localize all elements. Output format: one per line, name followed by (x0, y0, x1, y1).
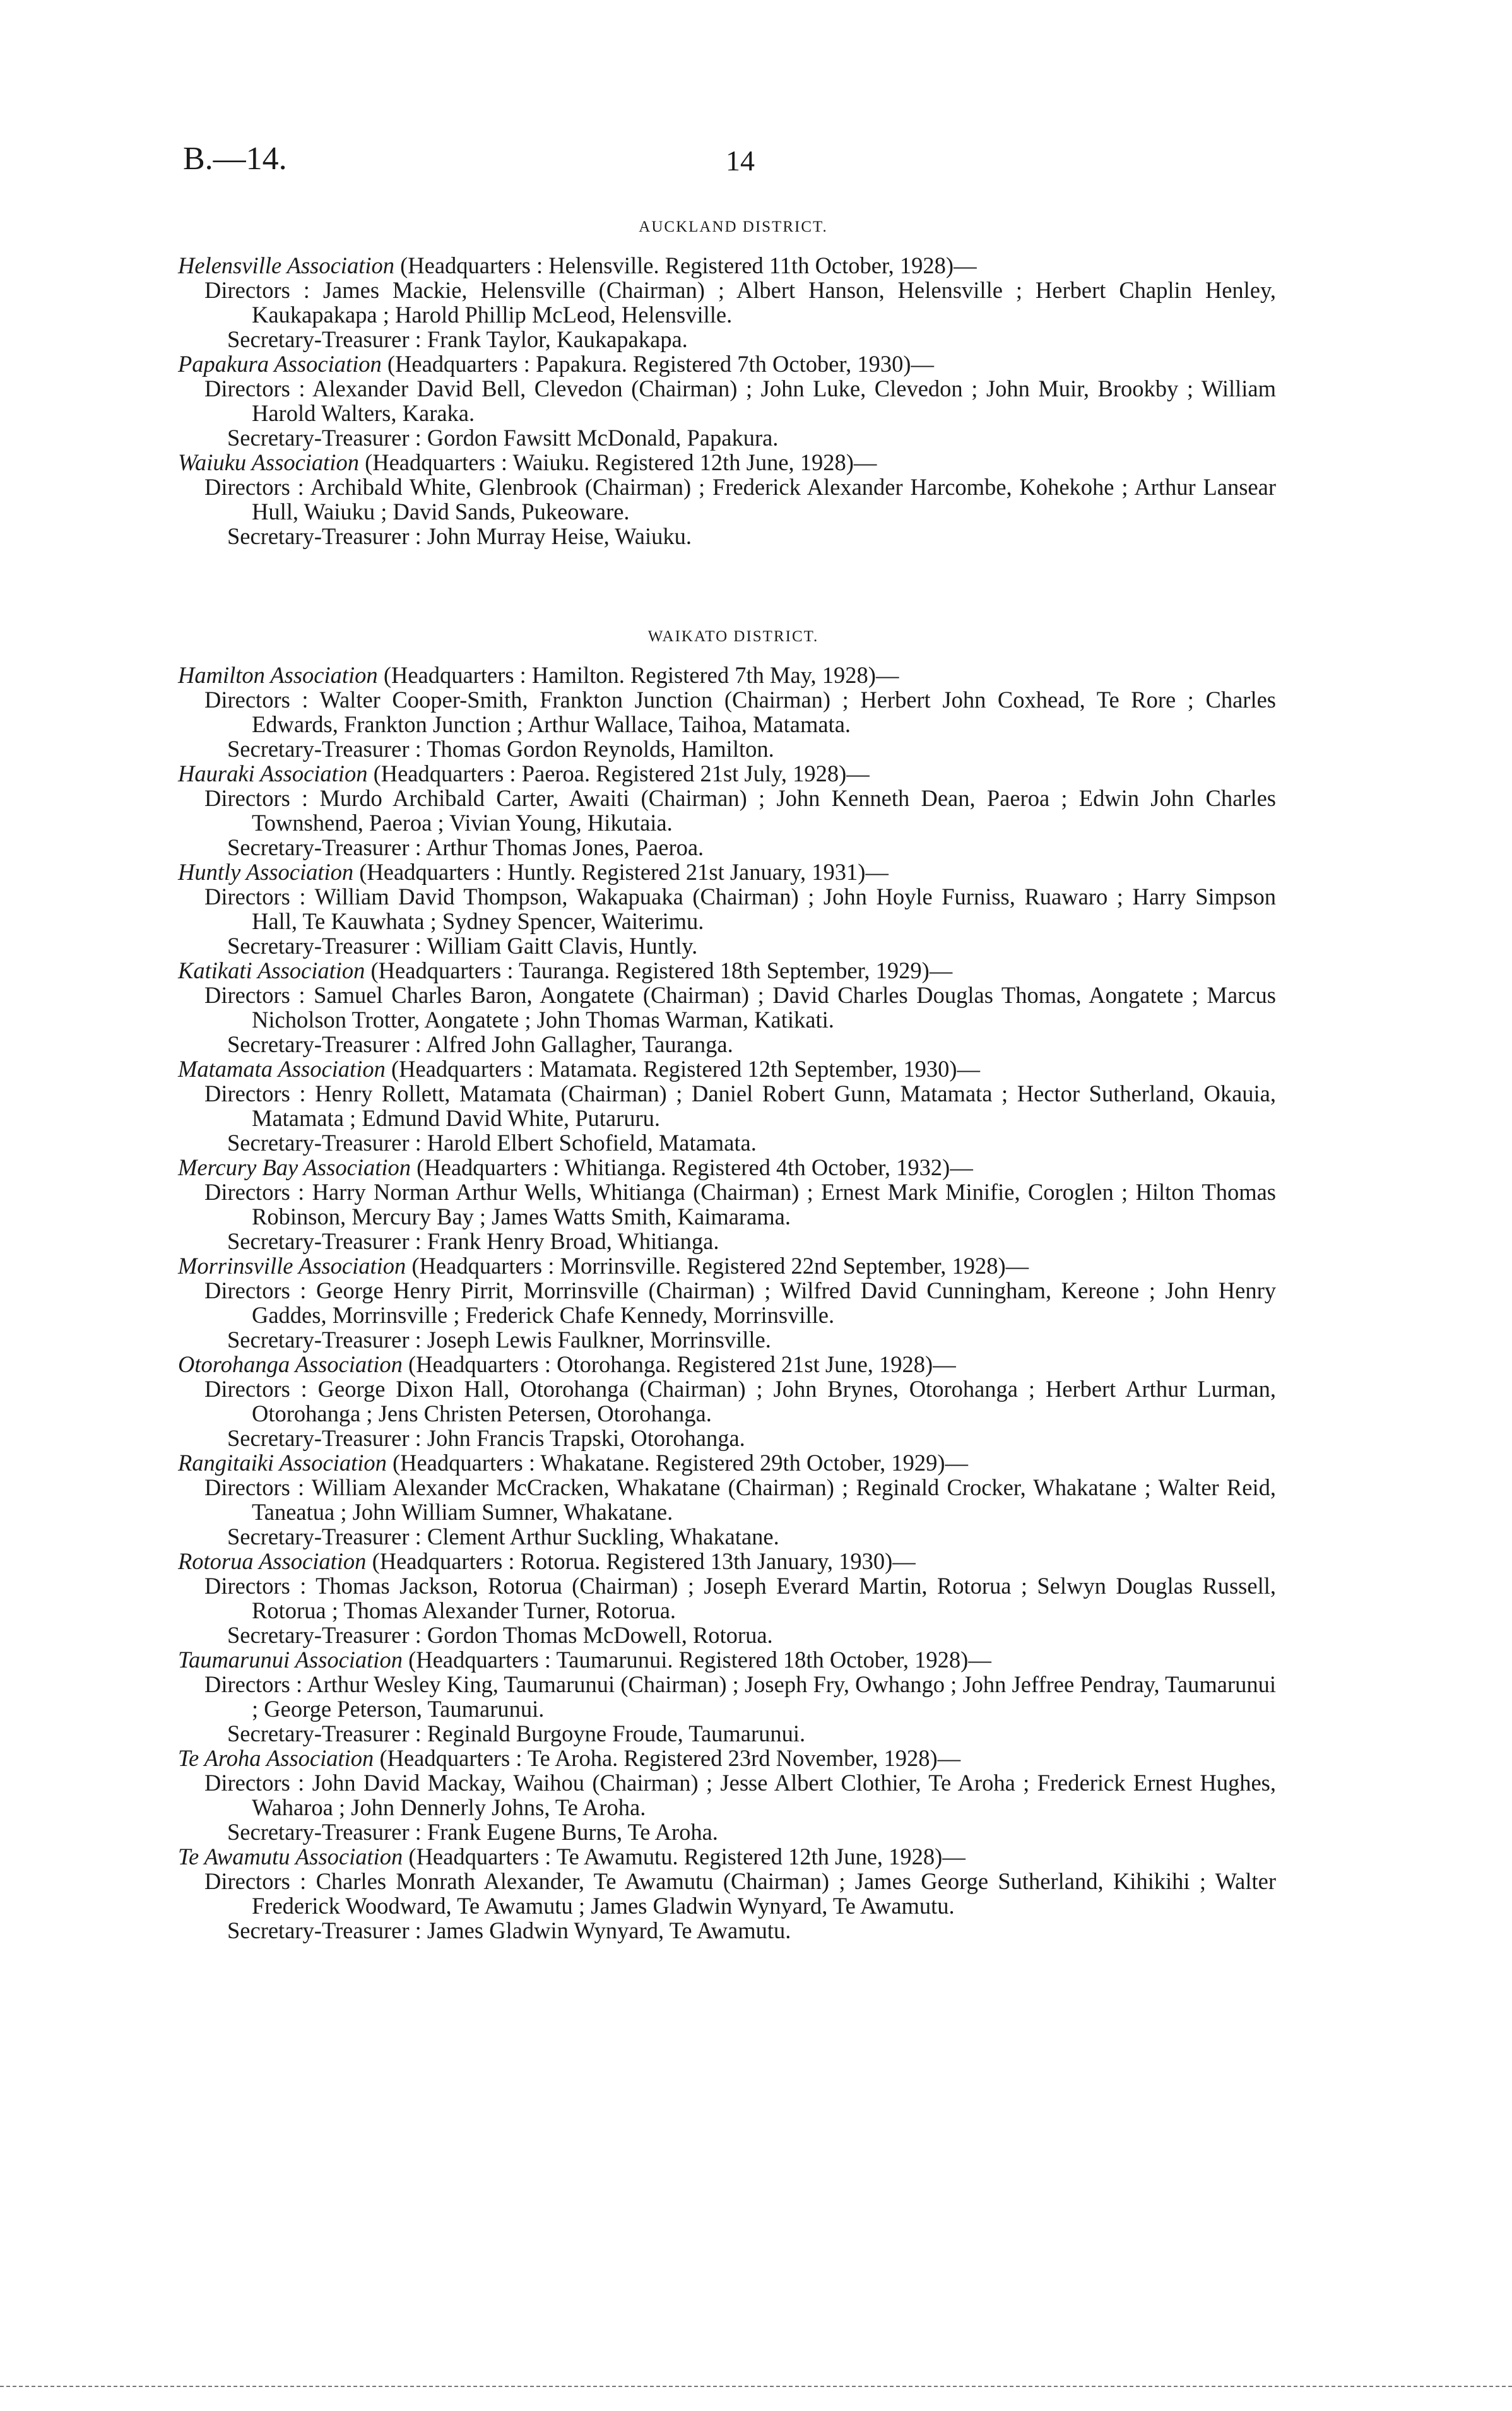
association-name: Huntly Association (178, 859, 354, 885)
district-heading: WAIKATO DISTRICT. (647, 628, 819, 645)
association-entry (178, 761, 1276, 860)
secretary-line (178, 1130, 1276, 1155)
directors-label: Directors : (204, 277, 310, 303)
directors-list: Samuel Charles Baron, Aongatete (Chairman) ; David Charles Douglas Thomas, Aongatete ; Marcus Nicholson Trotter, Aongatete ; John Thomas Warman, Katikati. (252, 982, 1276, 1033)
association-name: Mercury Bay Association (178, 1154, 411, 1180)
association-details: (Headquarters : Matamata. Registered 12th September, 1930)— (391, 1056, 981, 1082)
secretary-line (178, 524, 1276, 548)
secretary-name: Thomas Gordon Reynolds, Hamilton. (427, 736, 774, 762)
secretary-name: James Gladwin Wynyard, Te Awamutu. (427, 1917, 791, 1943)
secretary-line (178, 1721, 1276, 1746)
directors-label: Directors : (204, 1573, 307, 1599)
association-details: (Headquarters : Paeroa. Registered 21st July, 1928)— (373, 761, 870, 786)
directors-list: Walter Cooper-Smith, Frankton Junction (Chairman) ; Herbert John Coxhead, Te Rore ; Charles Edwards, Frankton Junction ; Arthur Wallace, Taihoa, Matamata. (252, 687, 1276, 737)
page-number: 14 (726, 145, 755, 177)
directors-label: Directors : (204, 1770, 305, 1796)
secretary-line (178, 933, 1276, 958)
directors-list: Harry Norman Arthur Wells, Whitianga (Chairman) ; Ernest Mark Minifie, Coroglen ; Hilton Thomas Robinson, Mercury Bay ; James Watts Smith, Kaimarama. (252, 1179, 1277, 1229)
directors-line (178, 1377, 1276, 1426)
association-entry (178, 1647, 1276, 1746)
directors-list: William Alexander McCracken, Whakatane (Chairman) ; Reginald Crocker, Whakatane ; Walter Reid, Taneatua ; John William Sumner, Whakatane. (252, 1474, 1276, 1525)
association-details: (Headquarters : Whakatane. Registered 29th October, 1929)— (392, 1450, 969, 1476)
association-heading (178, 1746, 1276, 1770)
secretary-label: Secretary-Treasurer : (227, 1327, 422, 1353)
directors-list: Archibald White, Glenbrook (Chairman) ; Frederick Alexander Harcombe, Kohekohe ; Arthur Lansear Hull, Waiuku ; David Sands, Pukeoware. (252, 474, 1276, 524)
association-details: (Headquarters : Taumarunui. Registered 18th October, 1928)— (408, 1647, 991, 1673)
association-details: (Headquarters : Waiuku. Registered 12th June, 1928)— (365, 449, 877, 475)
secretary-label: Secretary-Treasurer : (227, 1917, 422, 1943)
association-heading (178, 1549, 1276, 1573)
directors-list: George Henry Pirrit, Morrinsville (Chairman) ; Wilfred David Cunningham, Kereone ; John Henry Gaddes, Morrinsville ; Frederick Chafe Kennedy, Morrinsville. (252, 1277, 1276, 1328)
association-heading (178, 253, 1276, 278)
secretary-name: Frank Taylor, Kaukapakapa. (427, 326, 688, 352)
association-details: (Headquarters : Morrinsville. Registered 22nd September, 1928)— (411, 1253, 1029, 1279)
secretary-line (178, 1623, 1276, 1647)
directors-list: Arthur Wesley King, Taumarunui (Chairman) ; Joseph Fry, Owhango ; John Jeffree Pendray, Taumarunui ; George Peterson, Taumarunui. (252, 1671, 1276, 1722)
directors-list: William David Thompson, Wakapuaka (Chairman) ; John Hoyle Furniss, Ruawaro ; Harry Simpson Hall, Te Kauwhata ; Sydney Spencer, Waiterimu. (252, 884, 1276, 934)
secretary-line (178, 835, 1276, 860)
secretary-label: Secretary-Treasurer : (227, 834, 422, 860)
association-heading (178, 1253, 1276, 1278)
association-entry (178, 253, 1276, 352)
secretary-name: Frank Henry Broad, Whitianga. (427, 1228, 719, 1254)
secretary-label: Secretary-Treasurer : (227, 326, 422, 352)
association-heading (178, 450, 1276, 475)
secretary-label: Secretary-Treasurer : (227, 1622, 422, 1648)
association-name: Rotorua Association (178, 1548, 367, 1574)
directors-list: Charles Monrath Alexander, Te Awamutu (Chairman) ; James George Sutherland, Kihikihi ; Walter Frederick Woodward, Te Awamutu ; James Gladwin Wynyard, Te Awamutu. (252, 1868, 1276, 1919)
directors-line (178, 1180, 1276, 1229)
directors-line (178, 1869, 1276, 1918)
secretary-line (178, 425, 1276, 450)
directors-list: Alexander David Bell, Clevedon (Chairman) ; John Luke, Clevedon ; John Muir, Brookby ; William Harold Walters, Karaka. (252, 376, 1276, 426)
association-name: Hauraki Association (178, 761, 368, 786)
secretary-name: Joseph Lewis Faulkner, Morrinsville. (427, 1327, 771, 1353)
association-name: Te Aroha Association (178, 1745, 374, 1771)
directors-line (178, 1278, 1276, 1327)
secretary-label: Secretary-Treasurer : (227, 1425, 422, 1451)
secretary-label: Secretary-Treasurer : (227, 425, 422, 451)
association-heading (178, 1647, 1276, 1672)
association-name: Katikati Association (178, 957, 365, 983)
directors-line (178, 1672, 1276, 1721)
directors-label: Directors : (204, 1868, 307, 1894)
directors-line (178, 376, 1276, 425)
document-body (178, 208, 1276, 1943)
association-details: (Headquarters : Tauranga. Registered 18th September, 1929)— (370, 957, 953, 983)
association-name: Matamata Association (178, 1056, 386, 1082)
association-entry (178, 352, 1276, 450)
directors-label: Directors : (204, 982, 305, 1008)
association-name: Helensville Association (178, 252, 394, 278)
association-entry (178, 1549, 1276, 1647)
directors-label: Directors : (204, 1277, 307, 1303)
directors-list: John David Mackay, Waihou (Chairman) ; Jesse Albert Clothier, Te Aroha ; Frederick Ernest Hughes, Waharoa ; John Dennerly Johns, Te Aroha. (252, 1770, 1276, 1820)
secretary-label: Secretary-Treasurer : (227, 1031, 422, 1057)
secretary-label: Secretary-Treasurer : (227, 1228, 422, 1254)
association-entry (178, 450, 1276, 548)
secretary-label: Secretary-Treasurer : (227, 1130, 422, 1156)
directors-label: Directors : (204, 687, 309, 713)
secretary-line (178, 1327, 1276, 1352)
association-name: Hamilton Association (178, 662, 378, 688)
secretary-line (178, 1229, 1276, 1253)
secretary-name: John Murray Heise, Waiuku. (427, 523, 692, 549)
secretary-name: Frank Eugene Burns, Te Aroha. (427, 1819, 718, 1845)
association-entry (178, 663, 1276, 761)
association-details: (Headquarters : Rotorua. Registered 13th January, 1930)— (372, 1548, 916, 1574)
directors-list: George Dixon Hall, Otorohanga (Chairman) ; John Brynes, Otorohanga ; Herbert Arthur Lurman, Otorohanga ; Jens Christen Petersen, Otorohanga. (252, 1376, 1276, 1426)
directors-label: Directors : (204, 785, 309, 811)
directors-line (178, 786, 1276, 835)
directors-label: Directors : (204, 884, 306, 909)
directors-line (178, 1573, 1276, 1623)
association-entry (178, 1253, 1276, 1352)
association-entry (178, 1155, 1276, 1253)
association-entry (178, 860, 1276, 958)
directors-label: Directors : (204, 474, 304, 500)
directors-line (178, 884, 1276, 933)
secretary-name: Reginald Burgoyne Froude, Taumarunui. (427, 1721, 806, 1746)
association-heading (178, 663, 1276, 687)
association-heading (178, 352, 1276, 376)
association-heading (178, 860, 1276, 884)
directors-list: Murdo Archibald Carter, Awaiti (Chairman) ; John Kenneth Dean, Paeroa ; Edwin John Charles Townshend, Paeroa ; Vivian Young, Hikutaia. (252, 785, 1276, 836)
association-name: Otorohanga Association (178, 1351, 403, 1377)
page-code: B.—14. (183, 141, 287, 177)
association-entry (178, 1844, 1276, 1943)
directors-label: Directors : (204, 1376, 307, 1402)
association-details: (Headquarters : Whitianga. Registered 4th October, 1932)— (416, 1154, 973, 1180)
association-details: (Headquarters : Papakura. Registered 7th October, 1930)— (387, 351, 935, 377)
secretary-label: Secretary-Treasurer : (227, 523, 422, 549)
association-entry (178, 958, 1276, 1057)
secretary-name: Harold Elbert Schofield, Matamata. (427, 1130, 757, 1156)
footer-rule (0, 2386, 1512, 2387)
district-heading: AUCKLAND DISTRICT. (639, 218, 828, 235)
association-details: (Headquarters : Otorohanga. Registered 21st June, 1928)— (408, 1351, 956, 1377)
secretary-name: Alfred John Gallagher, Tauranga. (425, 1031, 733, 1057)
association-heading (178, 1155, 1276, 1180)
directors-label: Directors : (204, 1671, 303, 1697)
association-heading (178, 1844, 1276, 1869)
directors-line (178, 475, 1276, 524)
directors-line (178, 1770, 1276, 1820)
secretary-line (178, 1820, 1276, 1844)
association-heading (178, 1352, 1276, 1377)
secretary-line (178, 1032, 1276, 1057)
association-details: (Headquarters : Huntly. Registered 21st January, 1931)— (359, 859, 889, 885)
directors-line (178, 983, 1276, 1032)
association-heading (178, 1057, 1276, 1081)
secretary-line (178, 327, 1276, 352)
secretary-name: John Francis Trapski, Otorohanga. (427, 1425, 745, 1451)
association-entry (178, 1746, 1276, 1844)
directors-label: Directors : (204, 1179, 305, 1205)
association-entry (178, 1352, 1276, 1450)
directors-list: James Mackie, Helensville (Chairman) ; Albert Hanson, Helensville ; Herbert Chaplin Henley, Kaukapakapa ; Harold Phillip McLeod, Helensville. (252, 277, 1276, 328)
association-heading (178, 958, 1276, 983)
association-name: Rangitaiki Association (178, 1450, 387, 1476)
secretary-name: Clement Arthur Suckling, Whakatane. (427, 1524, 779, 1549)
association-details: (Headquarters : Te Awamutu. Registered 12th June, 1928)— (408, 1844, 966, 1869)
association-entry (178, 1450, 1276, 1549)
page-header (183, 140, 1329, 184)
secretary-label: Secretary-Treasurer : (227, 1721, 422, 1746)
association-details: (Headquarters : Helensville. Registered 11th October, 1928)— (400, 252, 977, 278)
secretary-line (178, 1524, 1276, 1549)
secretary-label: Secretary-Treasurer : (227, 1819, 422, 1845)
directors-line (178, 1475, 1276, 1524)
directors-line (178, 278, 1276, 327)
directors-line (178, 1081, 1276, 1130)
secretary-line (178, 737, 1276, 761)
association-name: Papakura Association (178, 351, 382, 377)
secretary-label: Secretary-Treasurer : (227, 1524, 422, 1549)
secretary-line (178, 1426, 1276, 1450)
association-details: (Headquarters : Te Aroha. Registered 23rd November, 1928)— (379, 1745, 961, 1771)
directors-list: Thomas Jackson, Rotorua (Chairman) ; Joseph Everard Martin, Rotorua ; Selwyn Douglas Russell, Rotorua ; Thomas Alexander Turner, Rotorua. (252, 1573, 1276, 1623)
association-entry (178, 1057, 1276, 1155)
association-heading (178, 761, 1276, 786)
association-name: Waiuku Association (178, 449, 359, 475)
directors-label: Directors : (204, 376, 305, 401)
association-heading (178, 1450, 1276, 1475)
association-name: Taumarunui Association (178, 1647, 403, 1673)
directors-line (178, 687, 1276, 737)
secretary-label: Secretary-Treasurer : (227, 933, 422, 959)
secretary-name: Gordon Thomas McDowell, Rotorua. (427, 1622, 773, 1648)
secretary-name: William Gaitt Clavis, Huntly. (427, 933, 698, 959)
directors-label: Directors : (204, 1081, 306, 1106)
association-name: Morrinsville Association (178, 1253, 406, 1279)
association-details: (Headquarters : Hamilton. Registered 7th May, 1928)— (383, 662, 899, 688)
secretary-line (178, 1918, 1276, 1943)
directors-label: Directors : (204, 1474, 305, 1500)
directors-list: Henry Rollett, Matamata (Chairman) ; Daniel Robert Gunn, Matamata ; Hector Sutherland, Okauia, Matamata ; Edmund David White, Putaruru. (252, 1081, 1277, 1131)
secretary-name: Gordon Fawsitt McDonald, Papakura. (427, 425, 779, 451)
secretary-label: Secretary-Treasurer : (227, 736, 422, 762)
association-name: Te Awamutu Association (178, 1844, 403, 1869)
secretary-name: Arthur Thomas Jones, Paeroa. (425, 834, 704, 860)
